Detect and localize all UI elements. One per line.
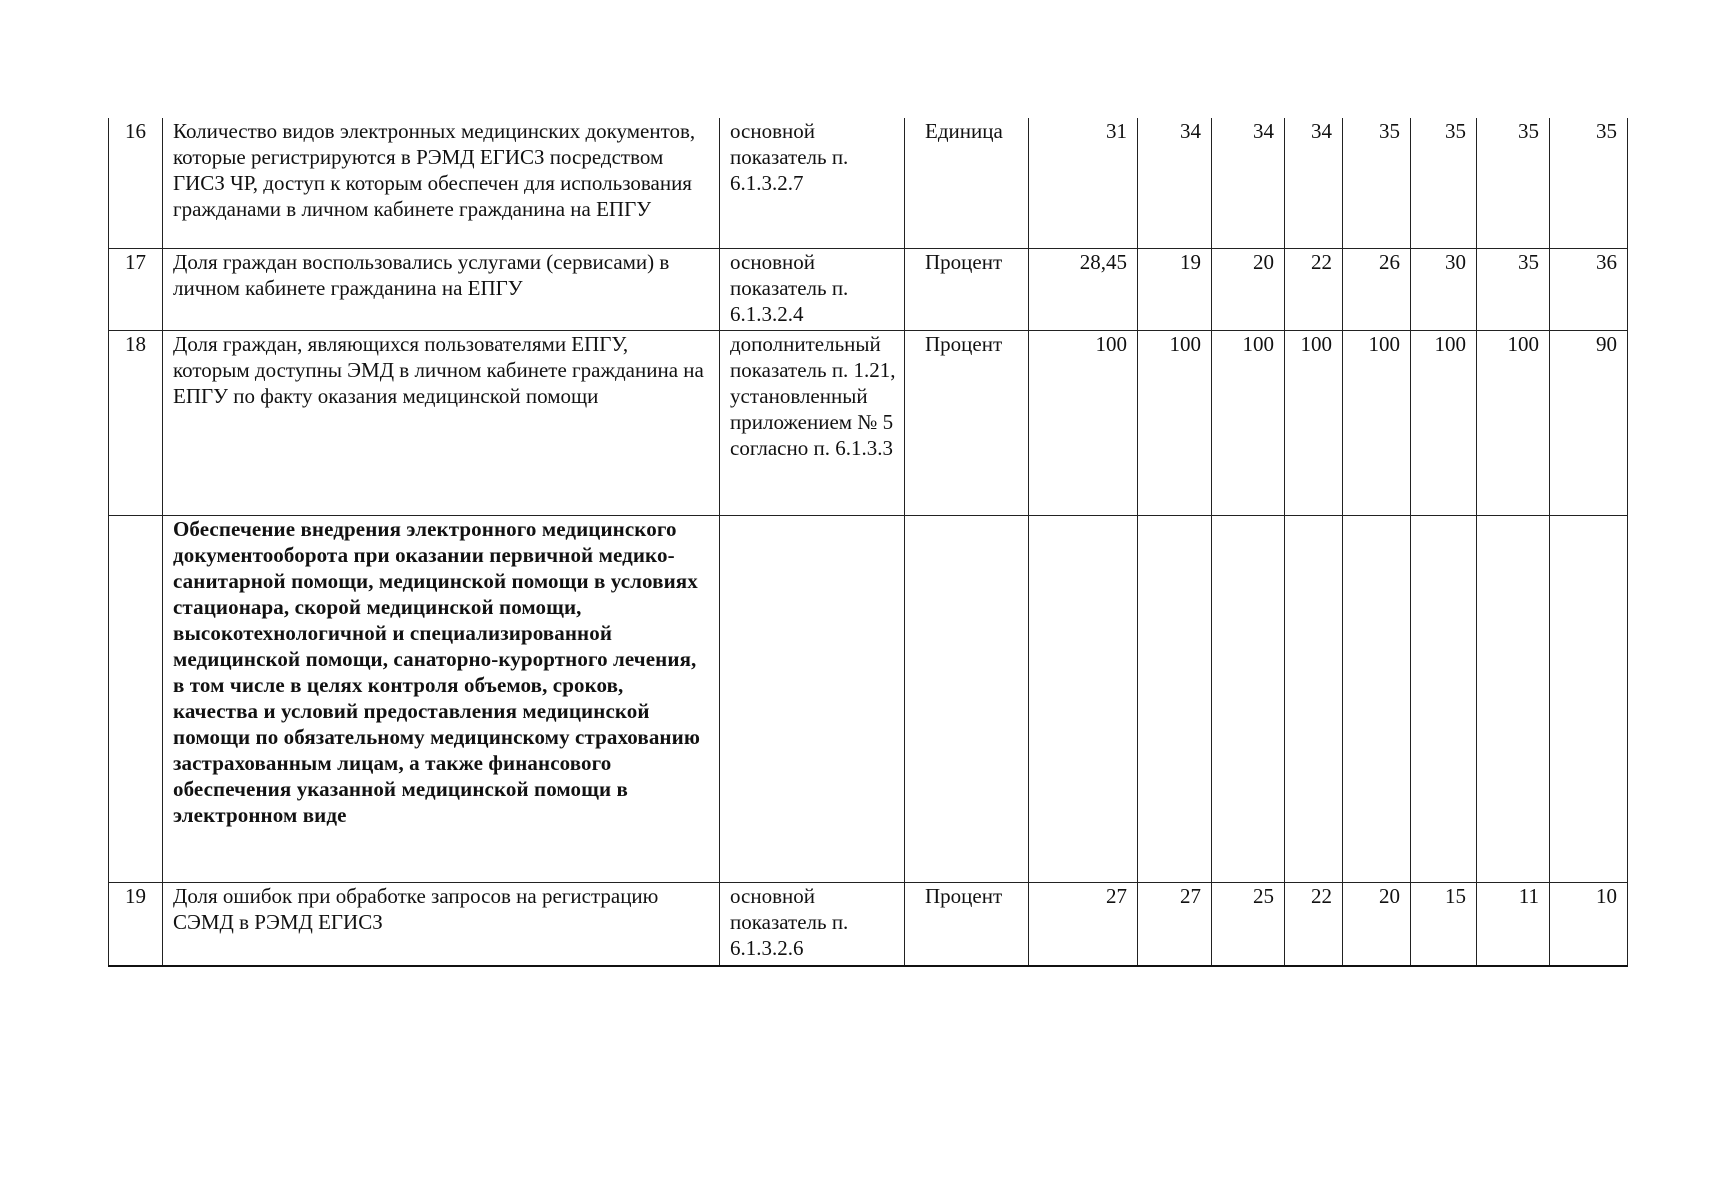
value-cell: 22 [1285,249,1343,331]
empty-cell [1477,516,1550,883]
row-number: 16 [109,118,163,249]
section-row [109,516,1628,883]
value-cell: 100 [1477,331,1550,516]
value-cell: 100 [1411,331,1477,516]
value-cell: 26 [1343,249,1411,331]
table-row [109,883,1628,967]
value-cell: 34 [1212,118,1285,249]
value-cell: 30 [1411,249,1477,331]
value-cell: 35 [1343,118,1411,249]
empty-cell [1411,516,1477,883]
value-cell: 34 [1285,118,1343,249]
section-number-empty [109,516,163,883]
value-cell: 20 [1343,883,1411,967]
indicators-table [108,118,1628,967]
indicator-type: основной показатель п. 6.1.3.2.4 [720,249,905,331]
indicator-type: дополнительный показатель п. 1.21, установленный приложением № 5 согласно п. 6.1.3.3 [720,331,905,516]
value-cell: 35 [1411,118,1477,249]
value-cell: 35 [1477,118,1550,249]
row-number: 17 [109,249,163,331]
row-number: 19 [109,883,163,967]
section-title: Обеспечение внедрения электронного медицинского документооборота при оказании первичной медико-санитарной помощи, медицинской помощи в условиях стационара, скорой медицинской помощи, высокотехнологичной и специализированной медицинской помощи, санаторно-курортного лечения, в том числе в целях контроля объемов, сроков, качества и условий предоставления медицинской помощи по обязательному медицинскому страхованию застрахованным лицам, а также финансового обеспечения указанной медицинской помощи в электронном виде [163,516,720,883]
empty-cell [1343,516,1411,883]
value-cell: 100 [1138,331,1212,516]
value-cell: 100 [1285,331,1343,516]
unit-cell: Процент [905,249,1029,331]
value-cell: 31 [1029,118,1138,249]
table-row [109,331,1628,516]
value-cell: 100 [1029,331,1138,516]
unit-cell: Процент [905,331,1029,516]
value-cell: 19 [1138,249,1212,331]
indicator-type: основной показатель п. 6.1.3.2.6 [720,883,905,967]
unit-cell: Единица [905,118,1029,249]
empty-cell [720,516,905,883]
table-row [109,118,1628,249]
value-cell: 90 [1550,331,1628,516]
value-cell: 25 [1212,883,1285,967]
value-cell: 36 [1550,249,1628,331]
indicator-type: основной показатель п. 6.1.3.2.7 [720,118,905,249]
value-cell: 20 [1212,249,1285,331]
value-cell: 100 [1212,331,1285,516]
indicator-name: Доля граждан воспользовались услугами (сервисами) в личном кабинете гражданина на ЕПГУ [163,249,720,331]
table-row [109,249,1628,331]
value-cell: 15 [1411,883,1477,967]
empty-cell [1029,516,1138,883]
empty-cell [905,516,1029,883]
unit-cell: Процент [905,883,1029,967]
empty-cell [1138,516,1212,883]
value-cell: 28,45 [1029,249,1138,331]
value-cell: 27 [1138,883,1212,967]
value-cell: 10 [1550,883,1628,967]
value-cell: 100 [1343,331,1411,516]
value-cell: 27 [1029,883,1138,967]
empty-cell [1212,516,1285,883]
indicator-name: Доля граждан, являющихся пользователями ЕПГУ, которым доступны ЭМД в личном кабинете гражданина на ЕПГУ по факту оказания медицинской помощи [163,331,720,516]
value-cell: 22 [1285,883,1343,967]
indicator-name: Количество видов электронных медицинских документов, которые регистрируются в РЭМД ЕГИСЗ посредством ГИСЗ ЧР, доступ к которым обеспечен для использования гражданами в личном кабинете гражданина на ЕПГУ [163,118,720,249]
value-cell: 35 [1477,249,1550,331]
empty-cell [1550,516,1628,883]
indicator-name: Доля ошибок при обработке запросов на регистрацию СЭМД в РЭМД ЕГИСЗ [163,883,720,967]
value-cell: 11 [1477,883,1550,967]
value-cell: 35 [1550,118,1628,249]
empty-cell [1285,516,1343,883]
value-cell: 34 [1138,118,1212,249]
row-number: 18 [109,331,163,516]
